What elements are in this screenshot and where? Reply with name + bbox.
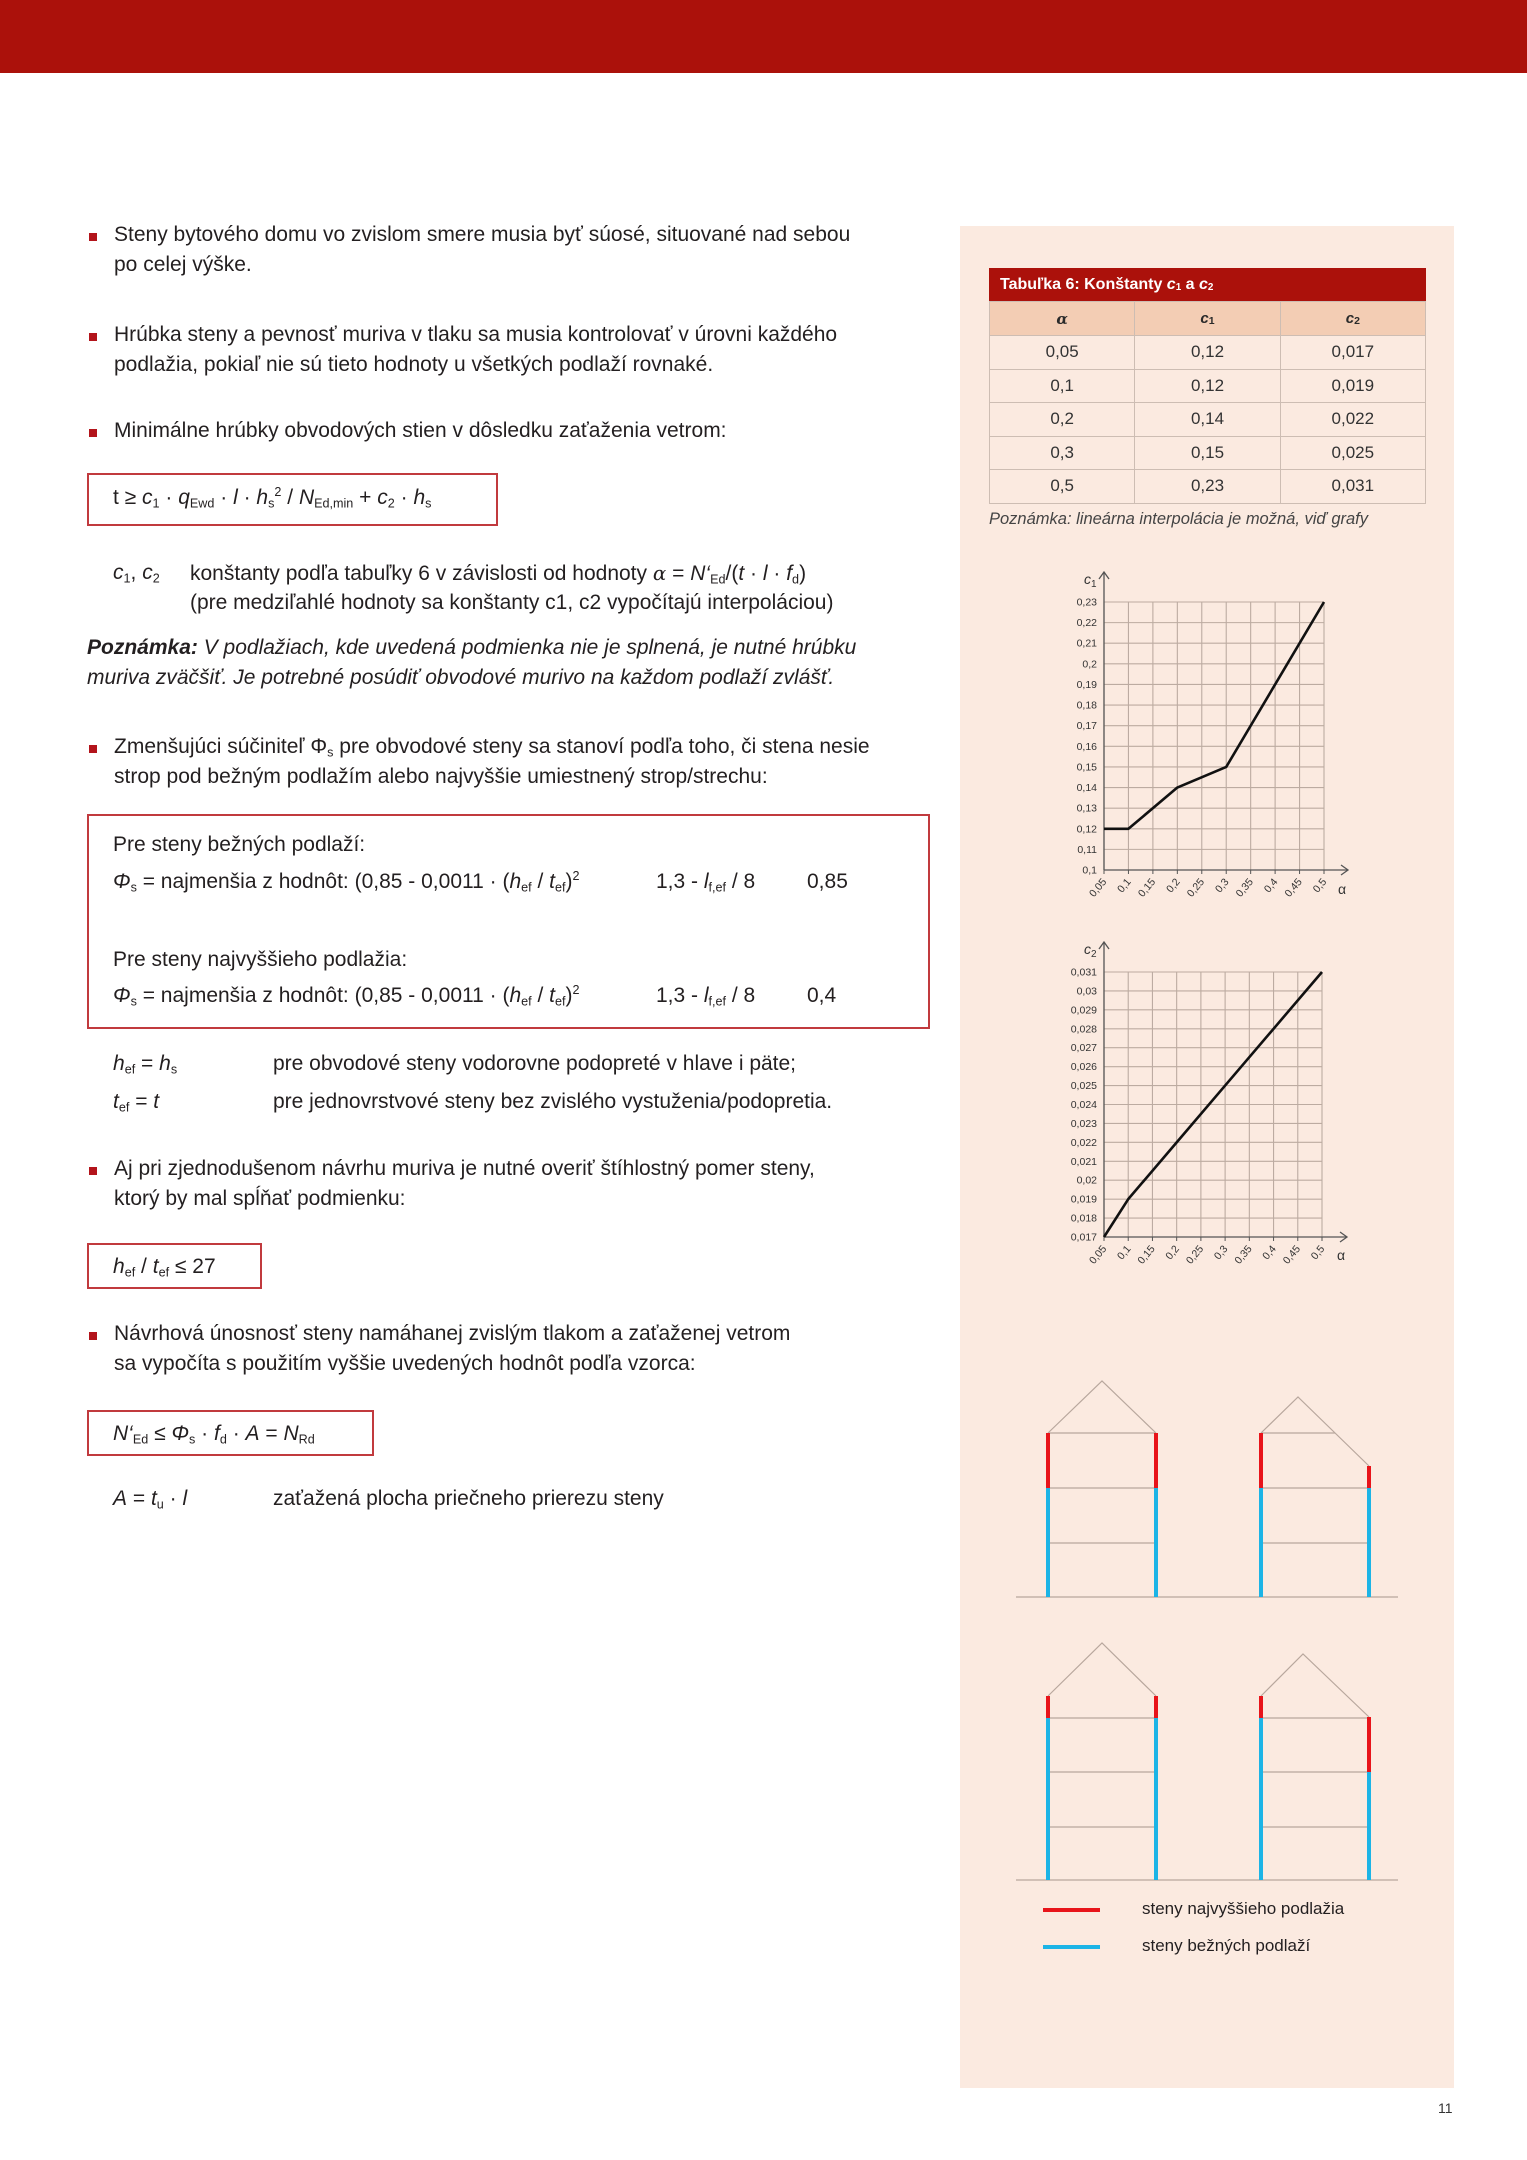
x-tick-label: 0,35 bbox=[1232, 1243, 1255, 1267]
text-run: l bbox=[703, 984, 709, 1007]
text-run: Φ bbox=[171, 1422, 190, 1445]
text-run: pre obvodové steny sa stanoví podľa toho, či stena nesie bbox=[333, 735, 870, 758]
text-run: ≤ bbox=[148, 1422, 172, 1445]
cell-alpha: 0,2 bbox=[990, 403, 1135, 437]
data-line bbox=[1104, 602, 1324, 829]
text-run: t bbox=[549, 984, 556, 1007]
text-run: t bbox=[113, 1090, 119, 1113]
y-tick-label: 0,019 bbox=[1070, 1193, 1097, 1206]
text-run: = bbox=[129, 1090, 154, 1113]
text-run: h bbox=[159, 1052, 171, 1075]
text-run: ≤ 27 bbox=[169, 1255, 216, 1278]
header-label: α bbox=[1056, 309, 1068, 328]
text-run: s bbox=[189, 1432, 196, 1447]
text-run: 1,3 - bbox=[656, 984, 704, 1007]
table-title-text: Tabuľka 6: Konštanty bbox=[1000, 276, 1167, 293]
text-run: 2 bbox=[572, 869, 580, 884]
text-run: ef bbox=[158, 1265, 170, 1280]
text-run: = bbox=[135, 1052, 160, 1075]
bullet-text-line: strop pod bežným podlažím alebo najvyššie umiestnený strop/strechu: bbox=[114, 765, 768, 788]
definition-hef-desc: pre obvodové steny vodorovne podopreté v hlave i päte; bbox=[273, 1052, 797, 1075]
text-run: Φ bbox=[113, 870, 131, 893]
text-run: h bbox=[413, 486, 426, 509]
text-run: 1,3 - bbox=[656, 870, 704, 893]
chart-c2 bbox=[1040, 930, 1360, 1280]
y-tick-label: 0,1 bbox=[1082, 864, 1097, 877]
table-header-row bbox=[990, 302, 1426, 336]
text-run: , bbox=[130, 561, 143, 584]
phi-top-formula bbox=[113, 981, 580, 1011]
text-run: f,ef bbox=[708, 994, 727, 1009]
note-text: V podlažiach, kde uvedená podmienka nie je splnená, je nutné hrúbku bbox=[197, 636, 857, 659]
text-run: ) bbox=[565, 870, 573, 893]
y-tick-label: 0,15 bbox=[1076, 761, 1097, 774]
text-run: / bbox=[281, 486, 299, 509]
y-tick-label: 0,017 bbox=[1070, 1231, 1097, 1244]
text-run: / bbox=[135, 1255, 153, 1278]
text-run: = bbox=[259, 1422, 284, 1445]
y-tick-label: 0,12 bbox=[1076, 823, 1097, 836]
top-floor-walls bbox=[1048, 1433, 1369, 1772]
text-run: l bbox=[233, 486, 238, 509]
y-tick-label: 0,031 bbox=[1070, 966, 1097, 979]
table-note: Poznámka: lineárna interpolácia je možná, viď grafy bbox=[989, 510, 1369, 528]
text-run: t bbox=[150, 1487, 157, 1510]
cell-c2: 0,017 bbox=[1280, 336, 1425, 370]
x-tick-label: 0,15 bbox=[1135, 1243, 1158, 1267]
definition-area-term bbox=[113, 1484, 187, 1514]
y-tick-label: 0,026 bbox=[1070, 1061, 1097, 1074]
formula-min-thickness bbox=[113, 483, 431, 513]
header-label: c bbox=[1345, 310, 1355, 327]
house-diagrams bbox=[1000, 1370, 1420, 1900]
bullet-slenderness bbox=[114, 1154, 815, 1214]
text-run: Zmenšujúci súčiniteľ bbox=[114, 735, 311, 758]
text-run: + bbox=[353, 486, 378, 509]
definition-tef-term bbox=[113, 1087, 159, 1117]
text-run: Ed,min bbox=[314, 496, 354, 511]
text-run: ) bbox=[565, 984, 573, 1007]
bullet-marker bbox=[89, 233, 97, 241]
definition-hef-term bbox=[113, 1049, 177, 1079]
text-run: c bbox=[142, 486, 153, 509]
text-run: u bbox=[156, 1497, 164, 1512]
text-run: Ed bbox=[132, 1432, 149, 1447]
cell-c1: 0,14 bbox=[1135, 403, 1280, 437]
text-run: = bbox=[127, 1487, 151, 1510]
text-run: · bbox=[159, 486, 179, 509]
text-run: h bbox=[113, 1255, 125, 1278]
text-run: N‘ bbox=[690, 562, 711, 585]
text-run: Ed bbox=[710, 572, 726, 587]
header-c2 bbox=[1280, 302, 1425, 336]
definition-line bbox=[190, 558, 833, 588]
y-tick-label: 0,11 bbox=[1077, 843, 1097, 856]
text-run: t bbox=[738, 562, 745, 585]
x-tick-label: 0,15 bbox=[1135, 876, 1159, 900]
chart-c1 bbox=[1040, 560, 1360, 910]
text-run: t bbox=[153, 1090, 160, 1113]
bullet-walls-aligned bbox=[114, 220, 850, 280]
text-run: f bbox=[786, 562, 793, 585]
note-text: muriva zväčšiť. Je potrebné posúdiť obvodové murivo na každom podlaží zvlášť. bbox=[87, 666, 835, 689]
text-run: q bbox=[178, 486, 190, 509]
y-tick-label: 0,16 bbox=[1076, 740, 1097, 753]
y-tick-label: 0,025 bbox=[1070, 1080, 1097, 1093]
x-tick-label: 0,05 bbox=[1086, 876, 1110, 900]
x-tick-label: 0,5 bbox=[1308, 1243, 1328, 1263]
text-run: konštanty podľa tabuľky 6 v závislosti od hodnoty bbox=[190, 562, 653, 585]
table-row bbox=[990, 336, 1426, 370]
text-run: N bbox=[298, 486, 315, 509]
text-run: = bbox=[666, 562, 691, 585]
bullet-text-line: ktorý by mal spĺňať podmienku: bbox=[114, 1187, 406, 1210]
formula-resistance bbox=[113, 1419, 315, 1449]
text-run: c bbox=[142, 561, 153, 584]
table-row bbox=[990, 369, 1426, 403]
text-run: / 8 bbox=[726, 870, 756, 893]
x-tick-label: 0,1 bbox=[1114, 1243, 1134, 1263]
text-run: · bbox=[394, 486, 414, 509]
text-run: 2 bbox=[274, 485, 282, 500]
table-title bbox=[989, 268, 1426, 301]
text-run: Φ bbox=[310, 735, 328, 758]
bullet-min-thickness bbox=[114, 416, 727, 446]
text-run: · bbox=[226, 1422, 246, 1445]
text-run: · bbox=[195, 1422, 214, 1445]
text-run: s bbox=[425, 496, 432, 511]
text-run: t bbox=[549, 870, 556, 893]
bullet-text-line: Aj pri zjednodušenom návrhu muriva je nutné overiť štíhlostný pomer steny, bbox=[114, 1157, 815, 1180]
bullet-text-line: Návrhová únosnosť steny namáhanej zvislým tlakom a zaťaženej vetrom bbox=[114, 1322, 791, 1345]
cell-c2: 0,022 bbox=[1280, 403, 1425, 437]
x-tick-label: 0,3 bbox=[1211, 1243, 1231, 1263]
bullet-text-line: sa vypočíta s použitím vyššie uvedených hodnôt podľa vzorca: bbox=[114, 1352, 696, 1375]
y-tick-label: 0,018 bbox=[1070, 1212, 1097, 1225]
text-run: f,ef bbox=[708, 880, 727, 895]
text-run: · bbox=[744, 562, 763, 585]
text-run: = najmenšia z hodnôt: (0,85 - 0,0011 · ( bbox=[136, 984, 510, 1007]
y-tick-label: 0,21 bbox=[1076, 637, 1097, 650]
header-sub: 2 bbox=[1354, 315, 1360, 328]
cell-alpha: 0,3 bbox=[990, 436, 1135, 470]
phi-top-option-2 bbox=[656, 981, 755, 1011]
text-run: A bbox=[113, 1487, 128, 1510]
page-number: 11 bbox=[1438, 2100, 1453, 2116]
phi-top-heading: Pre steny najvyššieho podlažia: bbox=[113, 948, 408, 971]
note-paragraph bbox=[87, 633, 856, 693]
y-tick-label: 0,021 bbox=[1070, 1155, 1097, 1168]
text-run: h bbox=[113, 1052, 125, 1075]
y-tick-label: 0,19 bbox=[1076, 678, 1097, 691]
table-title-and: a bbox=[1181, 276, 1199, 293]
header-alpha bbox=[990, 302, 1135, 336]
cell-c2: 0,019 bbox=[1280, 369, 1425, 403]
text-run: s bbox=[130, 994, 137, 1009]
text-run: l bbox=[182, 1487, 188, 1510]
text-run: A bbox=[245, 1422, 260, 1445]
phi-regular-option-3: 0,85 bbox=[807, 870, 848, 893]
text-run: ) bbox=[799, 562, 807, 585]
y-tick-label: 0,22 bbox=[1076, 617, 1097, 630]
bullet-reduction-factor bbox=[114, 732, 870, 792]
cell-c2: 0,025 bbox=[1280, 436, 1425, 470]
text-run: f bbox=[214, 1422, 220, 1445]
bullet-text-line bbox=[114, 732, 870, 762]
text-run: 2 bbox=[152, 571, 160, 586]
bullet-text-line: Minimálne hrúbky obvodových stien v dôsledku zaťaženia vetrom: bbox=[114, 419, 727, 442]
cell-alpha: 0,1 bbox=[990, 369, 1135, 403]
legend-swatches bbox=[1040, 1900, 1104, 1960]
x-tick-label: 0,25 bbox=[1183, 1243, 1207, 1267]
text-run: ef bbox=[521, 994, 532, 1009]
phi-regular-option-2 bbox=[656, 867, 755, 897]
cell-alpha: 0,5 bbox=[990, 470, 1135, 504]
y-tick-label: 0,03 bbox=[1076, 985, 1097, 998]
definition-c-desc bbox=[190, 558, 833, 618]
bullet-marker bbox=[89, 1167, 97, 1175]
text-run: s bbox=[130, 880, 137, 895]
text-run: /( bbox=[725, 562, 739, 585]
y-tick-label: 0,029 bbox=[1070, 1004, 1097, 1017]
text-run: N bbox=[283, 1422, 299, 1445]
x-axis-label: α bbox=[1337, 1247, 1346, 1263]
x-tick-label: 0,5 bbox=[1310, 876, 1330, 896]
table-title-c2: c bbox=[1199, 276, 1208, 293]
text-run: · bbox=[767, 562, 787, 585]
x-tick-label: 0,4 bbox=[1261, 876, 1281, 896]
y-tick-label: 0,14 bbox=[1076, 782, 1097, 795]
definition-tef-desc: pre jednovrstvové steny bez zvislého vystuženia/podopretia. bbox=[273, 1090, 833, 1113]
phi-regular-formula bbox=[113, 867, 580, 897]
y-tick-label: 0,022 bbox=[1070, 1136, 1097, 1149]
text-run: ef bbox=[555, 880, 566, 895]
y-axis-label: $c_2$ bbox=[1084, 941, 1097, 960]
y-tick-label: 0,023 bbox=[1070, 1117, 1097, 1130]
x-tick-label: 0,45 bbox=[1280, 1243, 1304, 1267]
text-run: Ewd bbox=[189, 496, 215, 511]
y-tick-label: 0,02 bbox=[1076, 1174, 1097, 1187]
header-label: c bbox=[1200, 310, 1209, 327]
y-tick-label: 0,13 bbox=[1076, 802, 1097, 815]
text-run: = najmenšia z hodnôt: (0,85 - 0,0011 · ( bbox=[136, 870, 510, 893]
phi-regular-heading: Pre steny bežných podlaží: bbox=[113, 833, 366, 856]
y-tick-label: 0,17 bbox=[1076, 720, 1097, 733]
text-run: Φ bbox=[113, 984, 131, 1007]
header-bar bbox=[0, 0, 1527, 73]
text-run: d bbox=[219, 1432, 227, 1447]
legend-label-top-floor: steny najvyššieho podlažia bbox=[1142, 1899, 1345, 1918]
text-run: ef bbox=[124, 1265, 136, 1280]
bullet-text-line: podlažia, pokiaľ nie sú tieto hodnoty u všetkých podlaží rovnaké. bbox=[114, 353, 714, 376]
bullet-marker bbox=[89, 745, 97, 753]
text-run: s bbox=[170, 1062, 178, 1077]
text-run: 1 bbox=[123, 571, 131, 586]
y-tick-label: 0,18 bbox=[1076, 699, 1097, 712]
bullet-thickness-check bbox=[114, 320, 837, 380]
x-tick-label: 0,1 bbox=[1115, 876, 1134, 896]
constants-table bbox=[989, 301, 1426, 504]
table-title-c1: c bbox=[1166, 276, 1176, 293]
text-run: h bbox=[256, 486, 269, 509]
cell-c2: 0,031 bbox=[1280, 470, 1425, 504]
text-run: · bbox=[163, 1487, 183, 1510]
y-tick-label: 0,028 bbox=[1070, 1023, 1097, 1036]
note-label: Poznámka: bbox=[87, 636, 198, 659]
x-tick-label: 0,05 bbox=[1086, 1243, 1110, 1267]
table-row bbox=[990, 436, 1426, 470]
y-tick-label: 0,027 bbox=[1070, 1042, 1097, 1055]
text-run: · bbox=[214, 486, 234, 509]
text-run: l bbox=[703, 870, 709, 893]
bullet-text-line: po celej výške. bbox=[114, 253, 252, 276]
legend-label-regular-floor: steny bežných podlaží bbox=[1142, 1936, 1311, 1955]
regular-floor-walls bbox=[1048, 1488, 1369, 1880]
header-c1 bbox=[1135, 302, 1280, 336]
text-run: l bbox=[762, 562, 768, 585]
table-row bbox=[990, 470, 1426, 504]
text-run: t bbox=[152, 1255, 159, 1278]
text-run: N‘ bbox=[113, 1422, 133, 1445]
definition-c-term bbox=[113, 558, 160, 588]
table-row bbox=[990, 403, 1426, 437]
phi-top-option-3: 0,4 bbox=[807, 984, 837, 1007]
bullet-marker bbox=[89, 333, 97, 341]
text-run: 2 bbox=[387, 496, 395, 511]
text-run: c bbox=[377, 486, 388, 509]
text-run: d bbox=[792, 572, 800, 587]
x-tick-label: 0,2 bbox=[1163, 1243, 1182, 1263]
bullet-text-line: Hrúbka steny a pevnosť muriva v tlaku sa musia kontrolovať v úrovni každého bbox=[114, 323, 838, 346]
definition-line: (pre medziľahlé hodnoty sa konštanty c1, c2 vypočítajú interpoláciou) bbox=[190, 591, 834, 614]
x-tick-label: 0,4 bbox=[1260, 1243, 1279, 1263]
cell-c1: 0,23 bbox=[1135, 470, 1280, 504]
text-run: h bbox=[509, 984, 522, 1007]
header-sub: 1 bbox=[1208, 315, 1215, 328]
house-outlines bbox=[1016, 1381, 1398, 1880]
cell-c1: 0,15 bbox=[1135, 436, 1280, 470]
x-tick-label: 0,35 bbox=[1233, 876, 1256, 900]
y-tick-label: 0,024 bbox=[1070, 1099, 1097, 1111]
text-run: s bbox=[268, 496, 275, 511]
bullet-marker bbox=[89, 429, 97, 437]
text-run: · bbox=[237, 486, 257, 509]
text-run: ef bbox=[124, 1062, 136, 1077]
text-run: / bbox=[531, 870, 550, 893]
text-run: / 8 bbox=[726, 984, 756, 1007]
text-run: t ≥ bbox=[113, 486, 143, 509]
x-tick-label: 0,3 bbox=[1212, 876, 1232, 896]
cell-c1: 0,12 bbox=[1135, 336, 1280, 370]
y-tick-label: 0,23 bbox=[1076, 596, 1097, 609]
table-title-c1-sub: 1 bbox=[1175, 281, 1182, 293]
text-run: 1 bbox=[152, 496, 160, 511]
text-run: / bbox=[531, 984, 550, 1007]
x-tick-label: 0,45 bbox=[1282, 876, 1305, 900]
x-tick-label: 0,2 bbox=[1164, 876, 1183, 896]
bullet-design-resistance bbox=[114, 1319, 790, 1379]
formula-slenderness bbox=[113, 1252, 216, 1282]
x-axis-label: α bbox=[1338, 881, 1347, 897]
y-tick-label: 0,2 bbox=[1082, 658, 1097, 671]
text-run: Rd bbox=[298, 1432, 315, 1447]
table-title-c2-sub: 2 bbox=[1207, 281, 1214, 293]
cell-c1: 0,12 bbox=[1135, 369, 1280, 403]
definition-area-desc: zaťažená plocha priečneho prierezu steny bbox=[273, 1487, 664, 1510]
bullet-text-line: Steny bytového domu vo zvislom smere musia byť súosé, situované nad sebou bbox=[114, 223, 851, 246]
text-run: ef bbox=[118, 1100, 130, 1115]
text-run: s bbox=[327, 745, 334, 760]
text-run: α bbox=[652, 561, 667, 585]
text-run: ef bbox=[555, 994, 566, 1009]
x-tick-label: 0,25 bbox=[1184, 876, 1208, 900]
bullet-marker bbox=[89, 1332, 97, 1340]
cell-alpha: 0,05 bbox=[990, 336, 1135, 370]
text-run: ef bbox=[521, 880, 532, 895]
y-axis-label: $c_1$ bbox=[1084, 571, 1097, 590]
text-run: h bbox=[509, 870, 522, 893]
text-run: 2 bbox=[572, 983, 580, 998]
text-run: c bbox=[113, 561, 124, 584]
